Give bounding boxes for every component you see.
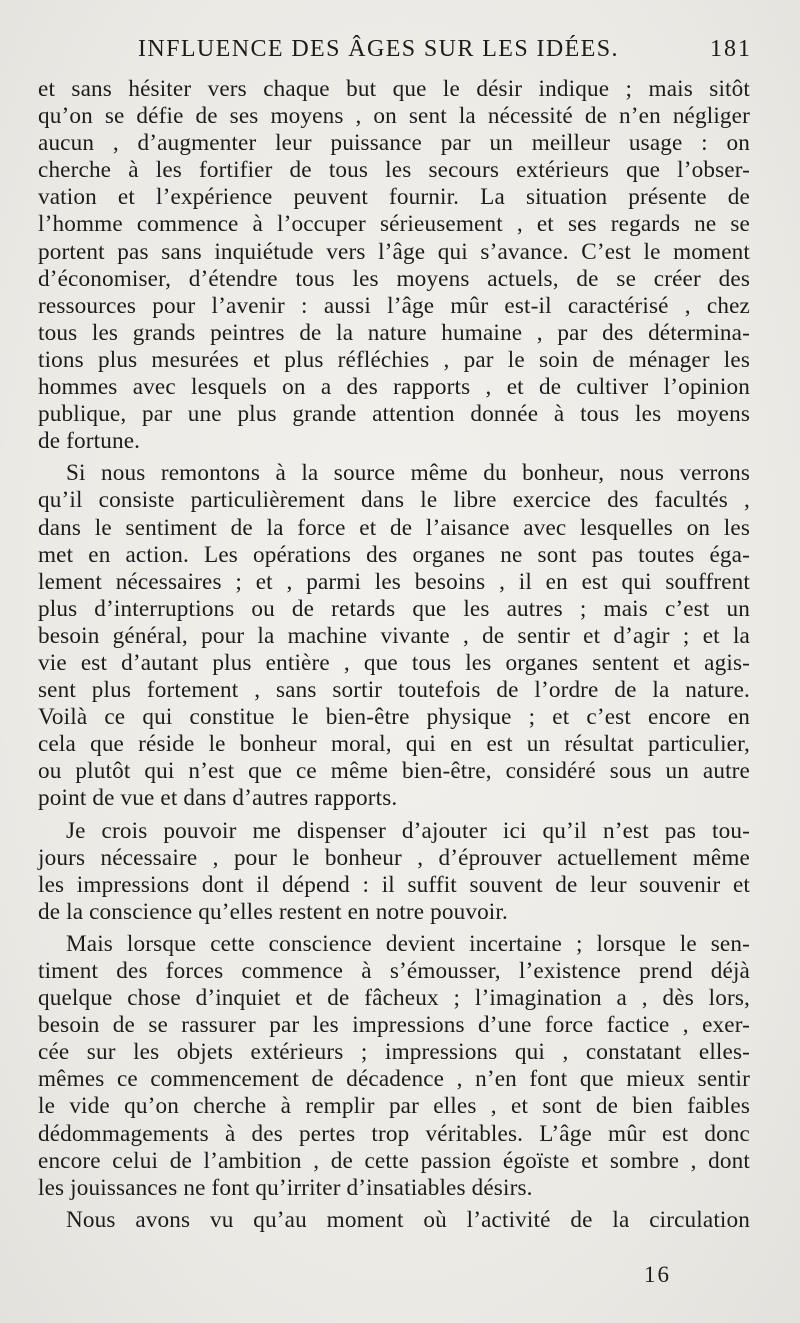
text-line: encore celui de l’ambition , de cette passion égoïste et sombre , dont bbox=[38, 1147, 750, 1174]
text-line: hommes avec lesquels on a des rapports , et de cultiver l’opinion bbox=[38, 374, 750, 401]
text-line: aucun , d’augmenter leur puissance par un meilleur usage : on bbox=[38, 130, 750, 157]
text-line: cée sur les objets extérieurs ; impressions qui , constatant elles- bbox=[38, 1039, 750, 1066]
text-line: ressources pour l’avenir : aussi l’âge mûr est-il caractérisé , chez bbox=[38, 292, 750, 319]
text-line: qu’il consiste particulièrement dans le libre exercice des facultés , bbox=[38, 487, 750, 514]
text-line: les jouissances ne font qu’irriter d’insatiables désirs. bbox=[38, 1174, 533, 1201]
text-line: cherche à les fortifier de tous les secours extérieurs que l’obser- bbox=[38, 157, 750, 184]
text-line: vation et l’expérience peuvent fournir. La situation présente de bbox=[38, 184, 750, 211]
running-head bbox=[0, 30, 800, 76]
text-line: qu’on se défie de ses moyens , on sent la nécessité de n’en négliger bbox=[38, 103, 750, 130]
text-line: dédommagements à des pertes trop véritables. L’âge mûr est donc bbox=[38, 1120, 750, 1147]
text-line: Voilà ce qui constitue le bien-être physique ; et c’est encore en bbox=[38, 704, 750, 731]
text-line: d’économiser, d’étendre tous les moyens actuels, de se créer des bbox=[38, 265, 750, 292]
text-line: timent des forces commence à s’émousser, l’existence prend déjà bbox=[38, 958, 750, 984]
paragraph bbox=[38, 76, 750, 460]
text-line: cela que réside le bonheur moral, qui en est un résultat particulier, bbox=[38, 731, 750, 758]
text-line: lement nécessaires ; et , parmi les besoins , il en est qui souffrent bbox=[38, 568, 750, 595]
text-line: sent plus fortement , sans sortir toutefois de l’ordre de la nature. bbox=[38, 677, 750, 704]
paragraph bbox=[38, 818, 750, 931]
text-line: de la conscience qu’elles restent en notre pouvoir. bbox=[38, 898, 508, 925]
text-line: et sans hésiter vers chaque but que le désir indique ; mais sitôt bbox=[38, 76, 750, 102]
paragraph bbox=[38, 1207, 750, 1239]
text-line: dans le sentiment de la force et de l’aisance avec lesquelles on les bbox=[38, 514, 750, 541]
text-line: Je crois pouvoir me dispenser d’ajouter ici qu’il n’est pas tou- bbox=[66, 817, 750, 844]
text-line: portent pas sans inquiétude vers l’âge qui s’avance. C’est le moment bbox=[38, 238, 750, 265]
signature-mark: 16 bbox=[644, 1262, 671, 1287]
text-line: publique, par une plus grande attention donnée à tous les moyens bbox=[38, 401, 750, 428]
body-text bbox=[38, 76, 750, 1239]
text-line: Si nous remontons à la source même du bonheur, nous verrons bbox=[66, 460, 750, 487]
text-line: besoin général, pour la machine vivante , de sentir et d’agir ; et la bbox=[38, 622, 750, 649]
text-line: Nous avons vu qu’au moment où l’activité de la circulation bbox=[66, 1206, 750, 1233]
text-line: tions plus mesurées et plus réfléchies , par le soin de ménager les bbox=[38, 346, 750, 373]
text-line: plus d’interruptions ou de retards que les autres ; mais c’est un bbox=[38, 595, 750, 622]
text-line: l’homme commence à l’occuper sérieusement , et ses regards ne se bbox=[38, 211, 750, 238]
text-line: Mais lorsque cette conscience devient incertaine ; lorsque le sen- bbox=[66, 930, 750, 957]
running-title: INFLUENCE DES ÂGES SUR LES IDÉES. bbox=[138, 36, 619, 62]
text-line: ou plutôt qui n’est que ce même bien-être, considéré sous un autre bbox=[38, 758, 750, 785]
text-line: mêmes ce commencement de décadence , n’en font que mieux sentir bbox=[38, 1066, 750, 1093]
text-line: met en action. Les opérations des organes ne sont pas toutes éga- bbox=[38, 541, 750, 568]
text-line: quelque chose d’inquiet et de fâcheux ; l’imagination a , dès lors, bbox=[38, 985, 750, 1012]
paragraph bbox=[38, 460, 750, 817]
text-line: besoin de se rassurer par les impressions d’une force factice , exer- bbox=[38, 1012, 750, 1039]
text-line: les impressions dont il dépend : il suffit souvent de leur souvenir et bbox=[38, 871, 750, 898]
text-line: point de vue et dans d’autres rapports. bbox=[38, 785, 398, 812]
text-line: jours nécessaire , pour le bonheur , d’éprouver actuellement même bbox=[38, 844, 750, 871]
text-line: vie est d’autant plus entière , que tous les organes sentent et agis- bbox=[38, 649, 750, 676]
paragraph bbox=[38, 931, 750, 1207]
text-line: le vide qu’on cherche à remplir par elles , et sont de bien faibles bbox=[38, 1093, 750, 1120]
page-number: 181 bbox=[710, 36, 752, 62]
text-line: tous les grands peintres de la nature humaine , par des détermina- bbox=[38, 319, 750, 346]
text-line: de fortune. bbox=[38, 428, 141, 455]
